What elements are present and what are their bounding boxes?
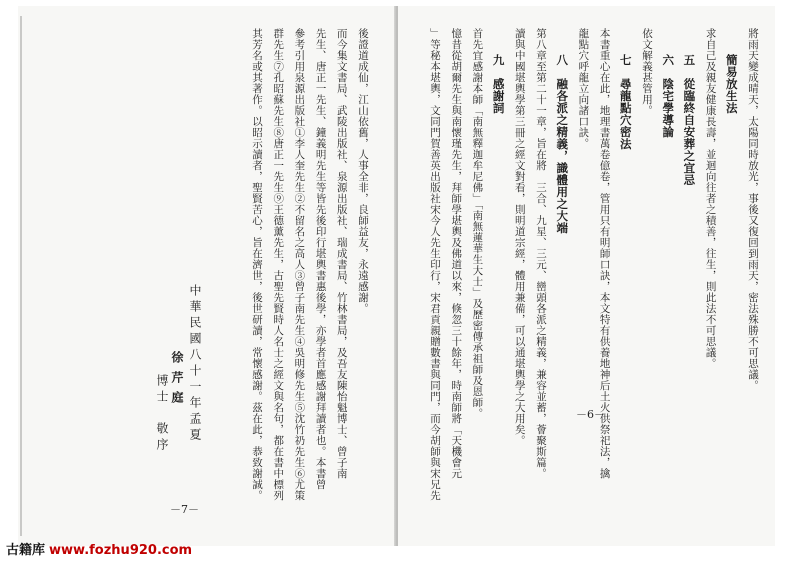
watermark-site-name: 古籍库: [6, 543, 46, 558]
text-column: 參考引用泉源出版社①李人奎先生②不留名之高人③曾子南先生④吳明修先生⑤沈竹礽先生⑥尤策: [293, 28, 306, 501]
text-heading: 五 從臨終自安葬之宜忌: [682, 54, 697, 186]
text-heading: 八 融各派之精義，識體用之大端: [555, 54, 570, 234]
text-column: 依文解義甚管用。: [641, 28, 653, 116]
text-column: 後證道成仙，江山依舊，人事全非，良師益友，永遠感謝。: [357, 28, 369, 314]
watermark-url: www.fozhu920.com: [49, 543, 193, 558]
text-column: 先生、唐正一先生、鐘義明先生等皆先後印行堪輿書惠後學，亦學者首應感謝拜讀者也。本書曾: [314, 28, 327, 490]
page-number-right: －6－: [576, 408, 605, 421]
text-column: 讀與中國堪輿學第三冊之經文對看，則明道宗經，體用兼備，可以通堪輿學之大用矣。: [513, 28, 526, 446]
site-watermark: [6, 539, 192, 558]
preface-date: 中華民國八十一年孟夏: [188, 284, 202, 444]
text-column: 」等秘本堪輿，文同門賀善英出版社宋今人先生印行，宋君貢親贈數書與同門，而今胡師與宋兄先: [429, 28, 441, 501]
text-column: 憶昔從胡爾先生與南懷瑾先生，拜師學堪輿及佛道以來，倏忽三十餘年，時南師將「天機會元: [450, 28, 463, 479]
author-title: 博士 敬序: [155, 374, 169, 454]
text-heading: 簡易放生法: [724, 54, 739, 114]
right-page: [398, 6, 775, 546]
text-heading: 六 陰宅學導論: [661, 54, 676, 138]
left-page: [18, 6, 396, 546]
text-column: 其芳名或其著作。以昭示讀者，聖賢苦心，旨在濟世，後世研讀，常懷感謝。茲在此，恭致謝誠。: [251, 28, 263, 501]
text-column: 本書重心在此，地理書萬卷億卷，管用只有明師口訣，本文特有供養地神后土火供祭祀法，擒: [598, 28, 611, 479]
open-book: [18, 6, 775, 546]
text-column: 群先生⑦孔昭蘇先生⑧唐正一先生⑨王德薰先生，古聖先賢時人名士之經文與名句，都在書中標列: [272, 28, 285, 501]
text-heading: 七 尋龍點穴密法: [618, 54, 633, 150]
text-column: 首先宜感謝本師「南無釋迦牟尼佛」「南無蓮華生大士」及歷密傳承祖師及恩師。: [471, 28, 484, 419]
text-column: 第八章至第二十一章，旨在將 三合、九星、三元、巒頭各派之精義，兼容並蓄，薈聚斯篇。: [535, 28, 547, 479]
text-column: 將雨天變成晴天，太陽同時放光，事後又復回到雨天，密法殊勝不可思議。: [747, 28, 759, 391]
text-column: 而今集文書局、武陵出版社、泉源出版社、瑞成書局、竹林書局，及吾友陳怡魁博士、曾子南: [335, 28, 348, 479]
page-edge: [20, 16, 22, 536]
text-column: 龍點穴呼龍立向諸口訣。: [577, 28, 590, 149]
page-number-left: －7－: [170, 503, 199, 516]
author-name: 徐芹庭: [170, 351, 184, 411]
text-column: 求自己及親友健康長壽，並迴向往者之積善，往生，則此法不可思議。: [704, 28, 717, 369]
text-heading: 九 感謝詞: [491, 54, 506, 114]
